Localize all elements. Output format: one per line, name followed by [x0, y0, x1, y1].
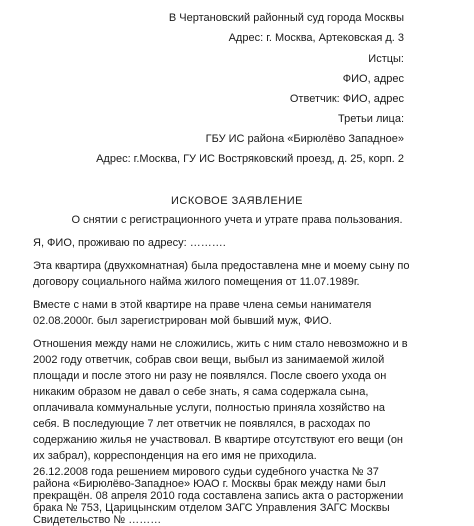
third-party-address: Адрес: г.Москва, ГУ ИС Востряковский проезд, д. 25, корп. 2: [96, 153, 404, 165]
paragraph-line: содержанию жилья не участвовал. В квартире отсутствуют его вещи (он: [33, 434, 404, 446]
paragraph-line: прекращён. 08 апреля 2010 года составлена запись акта о расторжении: [33, 490, 404, 502]
final-paragraph: [33, 466, 404, 526]
paragraph-line: Отношения между нами не сложились, жить с ним стало невозможно и в: [33, 338, 408, 350]
paragraph-line: их забрал), корреспонденция на его имя не приходила.: [33, 450, 317, 462]
paragraph-line: брака № 753, Царицынским отделом ЗАГС Управления ЗАГС Москвы: [33, 502, 390, 514]
third-party-org: ГБУ ИС района «Бирюлёво Западное»: [205, 133, 404, 145]
paragraph-line: 26.12.2008 года решением мирового судьи судебного участка № 37: [33, 466, 379, 478]
paragraph-line: договору социального найма жилого помещения от 11.07.1989г.: [33, 276, 360, 288]
document-title: ИСКОВОЕ ЗАЯВЛЕНИЕ: [171, 195, 303, 207]
defendant-line: Ответчик: ФИО, адрес: [289, 93, 404, 105]
court-address: Адрес: г. Москва, Артековская д. 3: [228, 32, 404, 44]
third-parties-label: Третьи лица:: [338, 113, 404, 125]
paragraph-line: 02.08.2000г. был зарегистрирован мой бывший муж, ФИО.: [33, 315, 332, 327]
paragraph-line: Я, ФИО, проживаю по адресу: ……….: [33, 237, 226, 249]
court-name: В Чертановский районный суд города Москвы: [168, 12, 404, 24]
paragraph-line: никаким образом не давал о себе знать, я сама содержала сына,: [33, 386, 369, 398]
plaintiffs-label: Истцы:: [368, 53, 404, 65]
plaintiff-fio: ФИО, адрес: [342, 73, 404, 85]
paragraph-line: себя. В последующие 7 лет ответчик не появлялся, в расходах по: [33, 418, 371, 430]
paragraph-line: района «Бирюлёво-Западное» ЮАО г. Москвы брак между нами был: [33, 478, 386, 490]
paragraph-line: 2002 году ответчик, собрав свои вещи, выбыл из занимаемой жилой: [33, 354, 385, 366]
paragraph-line: площади и после этого ни разу не появлялся. После своего ухода он: [33, 370, 387, 382]
paragraph-line: Свидетельство № ………: [33, 514, 162, 526]
paragraph-line: Вместе с нами в этой квартире на праве члена семьи нанимателя: [33, 299, 372, 311]
document-subtitle: О снятии с регистрационного учета и утрате права пользования.: [71, 214, 403, 226]
paragraph-line: Эта квартира (двухкомнатная) была предоставлена мне и моему сыну по: [33, 260, 410, 272]
paragraph-line: оплачивала коммунальные услуги, полностью приняла хозяйство на: [33, 402, 386, 414]
